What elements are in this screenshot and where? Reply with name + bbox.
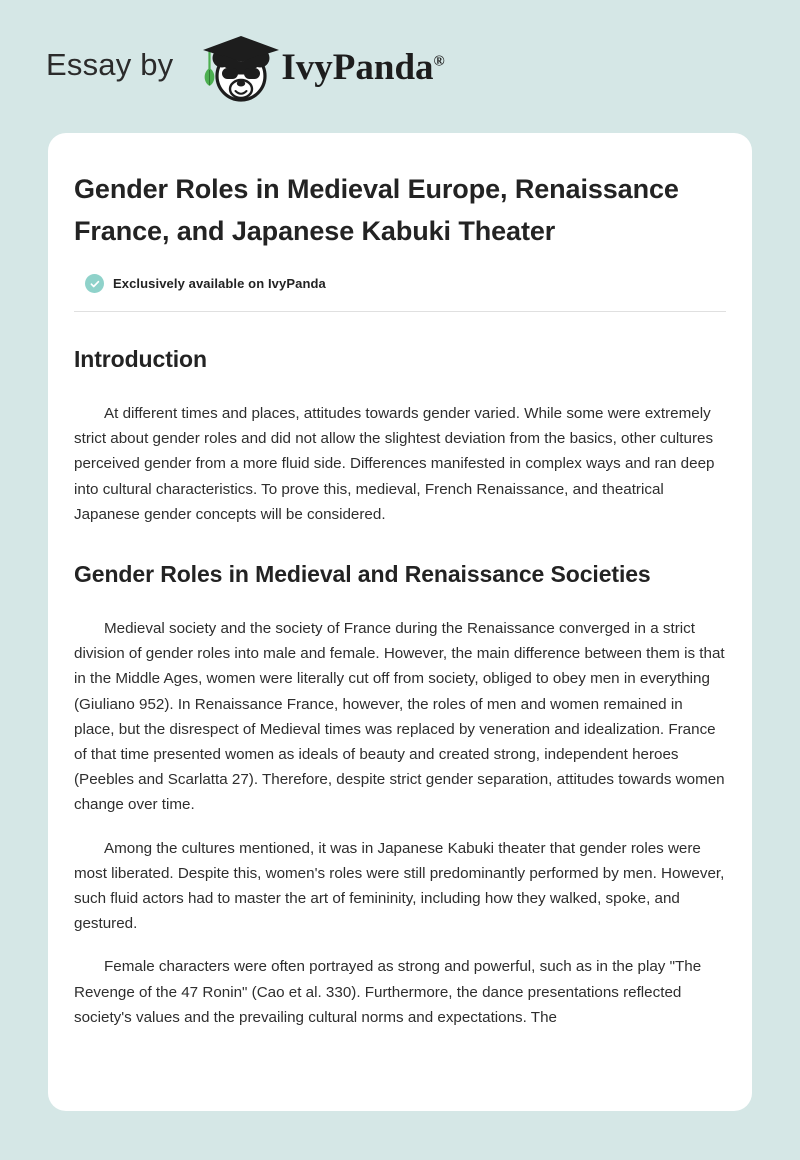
section-heading-introduction: Introduction <box>74 346 207 372</box>
brand-header <box>0 0 800 133</box>
page-title: Gender Roles in Medieval Europe, Renaissance France, and Japanese Kabuki Theater <box>74 174 679 246</box>
paragraph: Medieval society and the society of France during the Renaissance converged in a strict division of gender roles into male and female. However, the main difference between them is that in the Middle Ages, women were literally cut off from society, obliged to obey men in everything (Giuliano 952). In Renaissance France, however, the roles of men and women remained in place, but the disrespect of Medieval times was replaced by veneration and idealization. France of that time presented women as ideals of beauty and created strong, independent heroes (Peebles and Scarlatta 27). Therefore, despite strict gender separation, attitudes towards women change over time. <box>74 620 725 814</box>
ivypanda-logo[interactable] <box>189 28 444 106</box>
panda-graduate-logo-icon <box>189 28 287 106</box>
paragraph: At different times and places, attitudes towards gender varied. While some were extremely strict about gender roles and did not allow the slightest deviation from the basics, other cultures perceived gender from a more fluid side. Differences manifested in complex ways and ran deep into cultural characteristics. To prove this, medieval, French Renaissance, and theatrical Japanese gender concepts will be considered. <box>74 405 715 523</box>
check-circle-icon <box>85 274 104 293</box>
essay-by-label: Essay by <box>46 47 174 82</box>
exclusive-availability-label: Exclusively available on IvyPanda <box>113 276 326 291</box>
ivypanda-wordmark <box>281 49 444 86</box>
essay-card <box>48 133 752 1111</box>
wordmark-text: IvyPanda <box>281 47 434 88</box>
registered-trademark-icon: ® <box>433 53 445 70</box>
paragraph: Among the cultures mentioned, it was in Japanese Kabuki theater that gender roles were most liberated. Despite this, women's roles were still predominantly performed by men. However, such fluid actors had to master the art of femininity, including how they walked, spoke, and gestured. <box>74 839 725 933</box>
paragraph: Female characters were often portrayed as strong and powerful, such as in the play "The Revenge of the 47 Ronin" (Cao et al. 330). Furthermore, the dance presentations reflected society's values and the prevailing cultural norms and expectations. The <box>74 958 702 1026</box>
section-heading-gender-roles-medieval-renaissance: Gender Roles in Medieval and Renaissance Societies <box>74 561 651 588</box>
exclusive-availability-badge <box>74 274 726 293</box>
